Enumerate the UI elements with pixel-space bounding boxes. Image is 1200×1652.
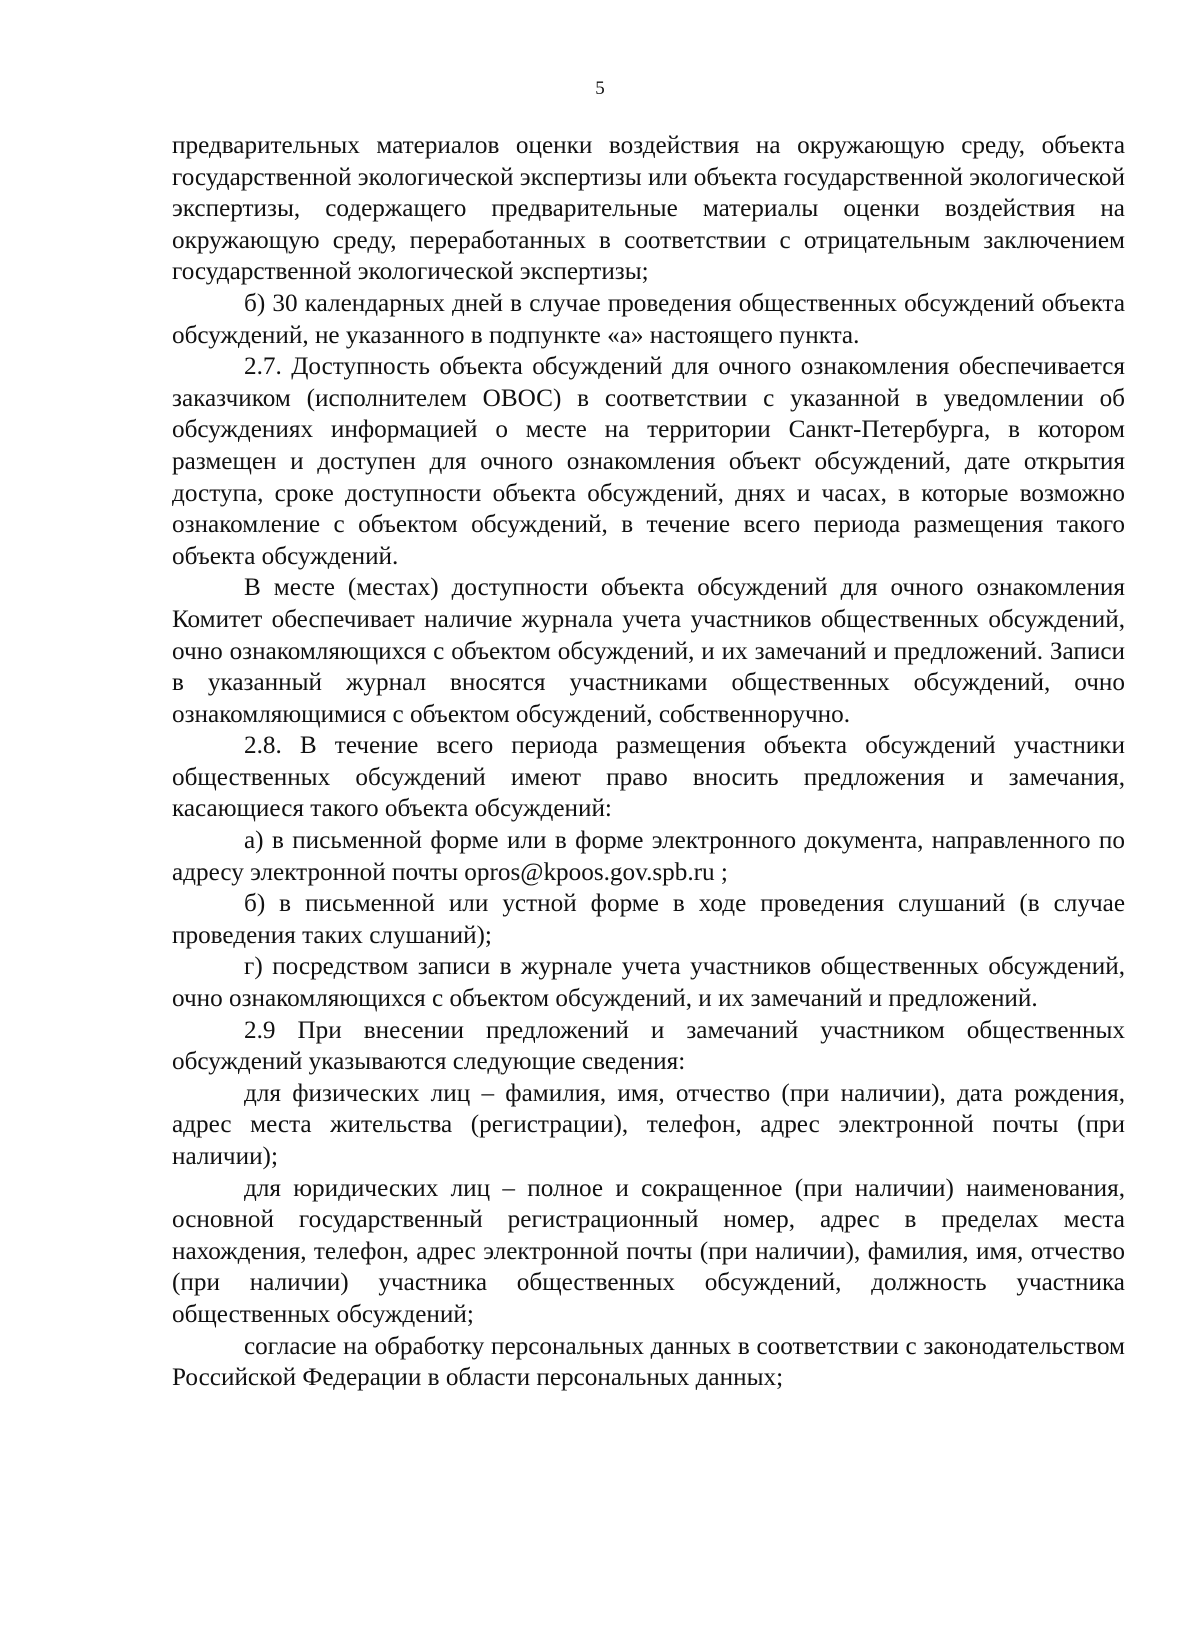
paragraph-journal-location: В месте (местах) доступности объекта обсуждений для очного ознакомления Комитет обеспечивает наличие журнала учета участников общественных обсуждений, очно ознакомляющихся с объектом обсуждений, и их замечаний и предложений. Записи в указанный журнал вносятся участниками общественных обсуждений, очно ознакомляющимися с объектом обсуждений, собственноручно. — [172, 574, 1125, 728]
paragraph-item-b-30-days: б) 30 календарных дней в случае проведения общественных обсуждений объекта обсуждений, не указанного в подпункте «а» настоящего пункта. — [172, 289, 1125, 349]
paragraph-2-7-availability: 2.7. Доступность объекта обсуждений для очного ознакомления обеспечивается заказчиком (исполнителем ОВОС) в соответствии с указанной в уведомлении об обсуждениях информацией о месте на территории Санкт-Петербурга, в котором размещен и доступен для очного ознакомления объект обсуждений, дате открытия доступа, сроке доступности объекта обсуждений, днях и часах, в которые возможно ознакомление с объектом обсуждений, в течение всего периода размещения такого объекта обсуждений. — [172, 353, 1125, 570]
page-number: 5 — [595, 78, 605, 99]
paragraph-2-9-details: 2.9 При внесении предложений и замечаний участником общественных обсуждений указываются следующие сведения: — [172, 1016, 1125, 1076]
paragraph-individuals: для физических лиц – фамилия, имя, отчество (при наличии), дата рождения, адрес места жительства (регистрации), телефон, адрес электронной почты (при наличии); — [172, 1079, 1125, 1170]
paragraph-consent: согласие на обработку персональных данных в соответствии с законодательством Российской Федерации в области персональных данных; — [172, 1332, 1125, 1392]
document-body — [172, 130, 1125, 1394]
paragraph-2-8-proposals: 2.8. В течение всего периода размещения объекта обсуждений участники общественных обсуждений имеют право вносить предложения и замечания, касающиеся такого объекта обсуждений: — [172, 732, 1125, 823]
paragraph-item-b-hearings: б) в письменной или устной форме в ходе проведения слушаний (в случае проведения таких слушаний); — [172, 890, 1125, 949]
paragraph-legal-entities: для юридических лиц – полное и сокращенное (при наличии) наименования, основной государственный регистрационный номер, адрес в пределах места нахождения, телефон, адрес электронной почты (при наличии), фамилия, имя, отчество (при наличии) участника общественных обсуждений, должность участника общественных обсуждений; — [172, 1174, 1125, 1328]
paragraph-continuation-ovos-materials: предварительных материалов оценки воздействия на окружающую среду, объекта государственной экологической экспертизы или объекта государственной экологической экспертизы, содержащего предварительные материалы оценки воздействия на окружающую среду, переработанных в соответствии с отрицательным заключением государственной экологической экспертизы; — [172, 132, 1125, 286]
paragraph-item-g-journal: г) посредством записи в журнале учета участников общественных обсуждений, очно ознакомляющихся с объектом обсуждений, и их замечаний и предложений. — [172, 953, 1125, 1013]
paragraph-item-a-email: а) в письменной форме или в форме электронного документа, направленного по адресу электронной почты opros@kpoos.gov.spb.ru ; — [172, 827, 1125, 886]
